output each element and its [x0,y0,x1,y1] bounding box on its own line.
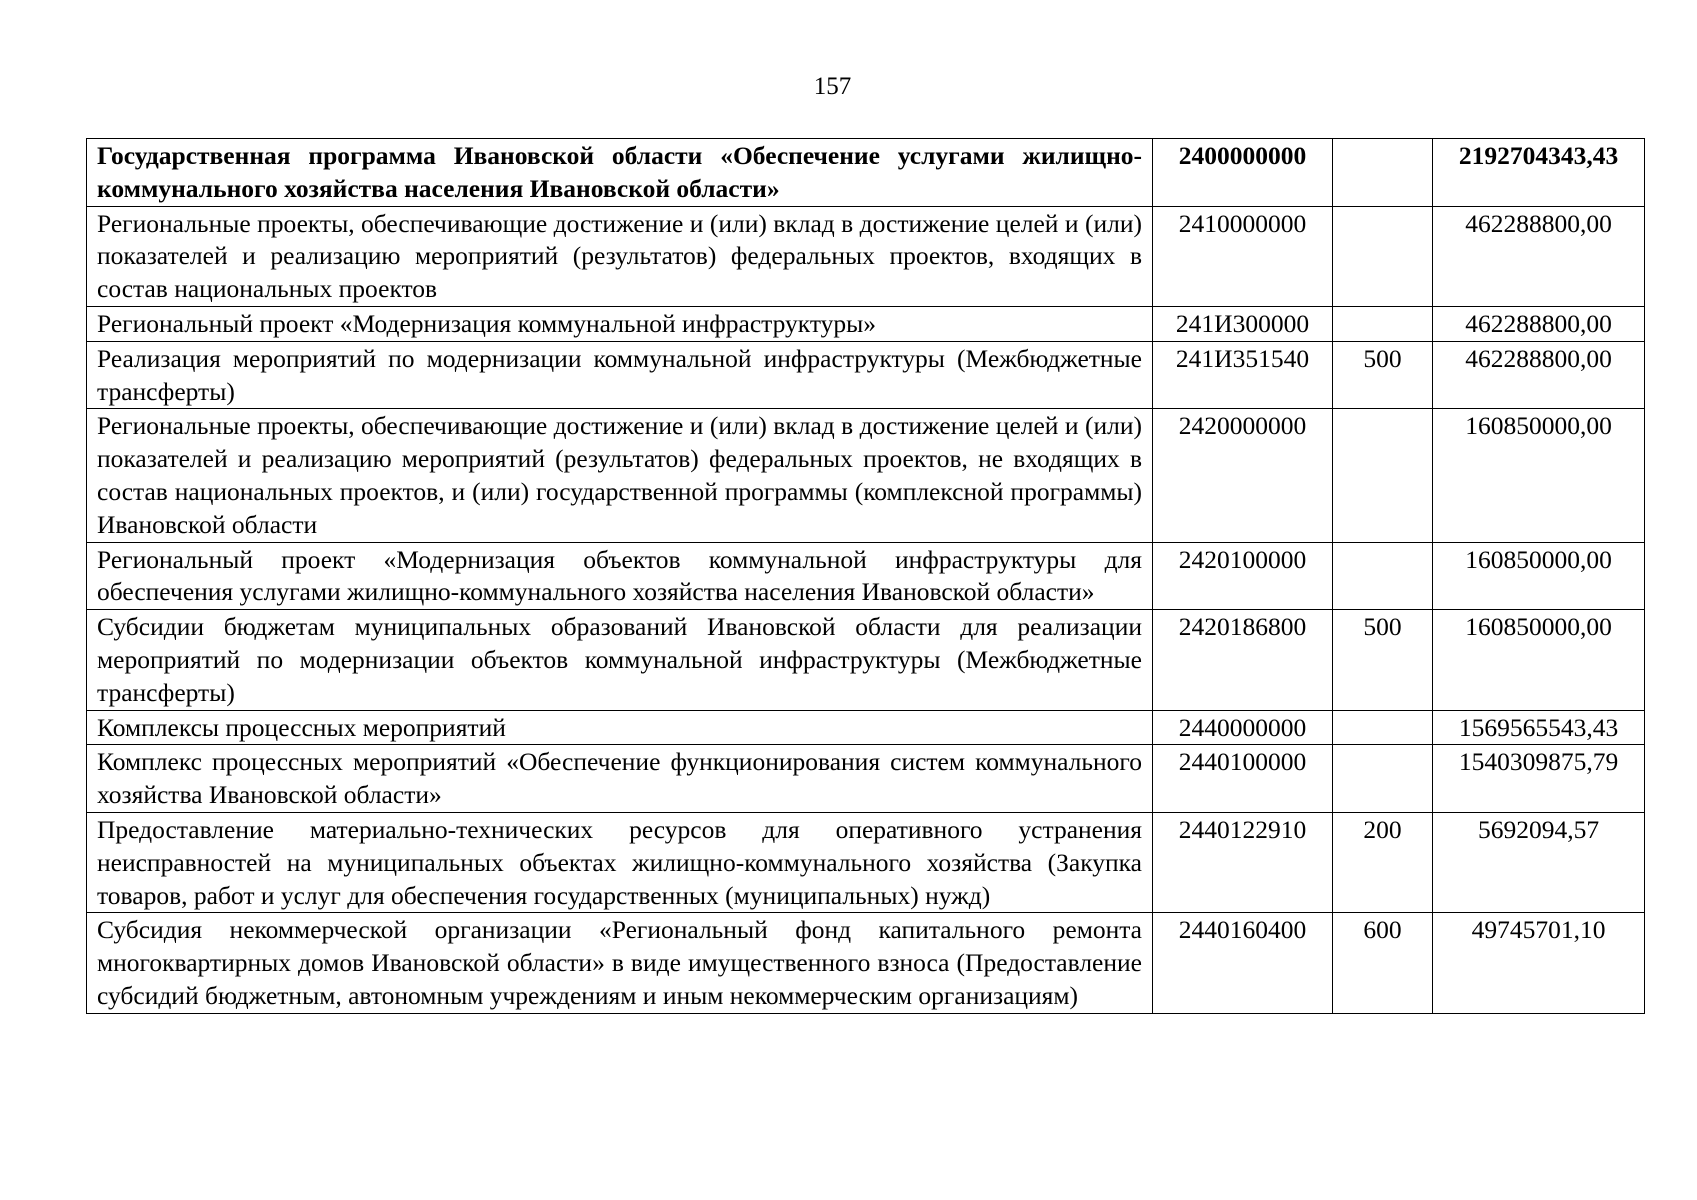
row-code-cell: 2440000000 [1153,710,1333,745]
table-row [87,610,1645,710]
row-sum-cell: 462288800,00 [1433,306,1645,341]
table-row [87,341,1645,409]
row-sum-cell: 49745701,10 [1433,913,1645,1013]
row-name-cell: Государственная программа Ивановской области «Обеспечение услугами жилищно-коммунального хозяйства населения Ивановской области» [87,139,1153,207]
row-expense-type-cell [1333,206,1433,306]
row-expense-type-cell [1333,745,1433,813]
row-sum-cell: 462288800,00 [1433,206,1645,306]
row-name-cell: Региональные проекты, обеспечивающие достижение и (или) вклад в достижение целей и (или) показателей и реализацию мероприятий (результатов) федеральных проектов, не входящих в состав национальных проектов, и (или) государственной программы (комплексной программы) Ивановской области [87,409,1153,542]
row-name-cell: Региональные проекты, обеспечивающие достижение и (или) вклад в достижение целей и (или) показателей и реализацию мероприятий (результатов) федеральных проектов, входящих в состав национальных проектов [87,206,1153,306]
row-expense-type-cell [1333,306,1433,341]
row-name-cell: Субсидия некоммерческой организации «Региональный фонд капитального ремонта многоквартирных домов Ивановской области» в виде имущественного взноса (Предоставление субсидий бюджетным, автономным учреждениям и иным некоммерческим организациям) [87,913,1153,1013]
row-code-cell: 241И351540 [1153,341,1333,409]
row-sum-cell: 1540309875,79 [1433,745,1645,813]
row-code-cell: 241И300000 [1153,306,1333,341]
row-code-cell: 2440122910 [1153,812,1333,912]
row-code-cell: 2440160400 [1153,913,1333,1013]
table-row [87,306,1645,341]
row-name-cell: Предоставление материально-технических ресурсов для оперативного устранения неисправностей на муниципальных объектах жилищно-коммунального хозяйства (Закупка товаров, работ и услуг для обеспечения государственных (муниципальных) нужд) [87,812,1153,912]
row-code-cell: 2420186800 [1153,610,1333,710]
row-sum-cell: 2192704343,43 [1433,139,1645,207]
row-expense-type-cell [1333,409,1433,542]
row-sum-cell: 160850000,00 [1433,610,1645,710]
row-expense-type-cell: 500 [1333,610,1433,710]
row-name-cell: Комплексы процессных мероприятий [87,710,1153,745]
row-code-cell: 2400000000 [1153,139,1333,207]
row-code-cell: 2420100000 [1153,542,1333,610]
table-row [87,542,1645,610]
row-expense-type-cell: 500 [1333,341,1433,409]
table-row [87,710,1645,745]
row-name-cell: Региональный проект «Модернизация объектов коммунальной инфраструктуры для обеспечения услугами жилищно-коммунального хозяйства населения Ивановской области» [87,542,1153,610]
row-code-cell: 2420000000 [1153,409,1333,542]
row-expense-type-cell: 200 [1333,812,1433,912]
row-sum-cell: 462288800,00 [1433,341,1645,409]
row-name-cell: Комплекс процессных мероприятий «Обеспечение функционирования систем коммунального хозяйства Ивановской области» [87,745,1153,813]
row-expense-type-cell [1333,139,1433,207]
row-sum-cell: 5692094,57 [1433,812,1645,912]
table-row [87,913,1645,1013]
budget-table-body [87,139,1645,1014]
row-expense-type-cell [1333,542,1433,610]
row-code-cell: 2440100000 [1153,745,1333,813]
budget-table [86,138,1645,1014]
row-sum-cell: 160850000,00 [1433,409,1645,542]
row-expense-type-cell: 600 [1333,913,1433,1013]
row-code-cell: 2410000000 [1153,206,1333,306]
row-sum-cell: 160850000,00 [1433,542,1645,610]
row-sum-cell: 1569565543,43 [1433,710,1645,745]
table-row [87,206,1645,306]
table-row [87,812,1645,912]
table-row [87,745,1645,813]
row-expense-type-cell [1333,710,1433,745]
page-number: 157 [813,73,852,100]
row-name-cell: Региональный проект «Модернизация коммунальной инфраструктуры» [87,306,1153,341]
table-row [87,139,1645,207]
row-name-cell: Реализация мероприятий по модернизации коммунальной инфраструктуры (Межбюджетные трансферты) [87,341,1153,409]
row-name-cell: Субсидии бюджетам муниципальных образований Ивановской области для реализации мероприятий по модернизации объектов коммунальной инфраструктуры (Межбюджетные трансферты) [87,610,1153,710]
table-row [87,409,1645,542]
